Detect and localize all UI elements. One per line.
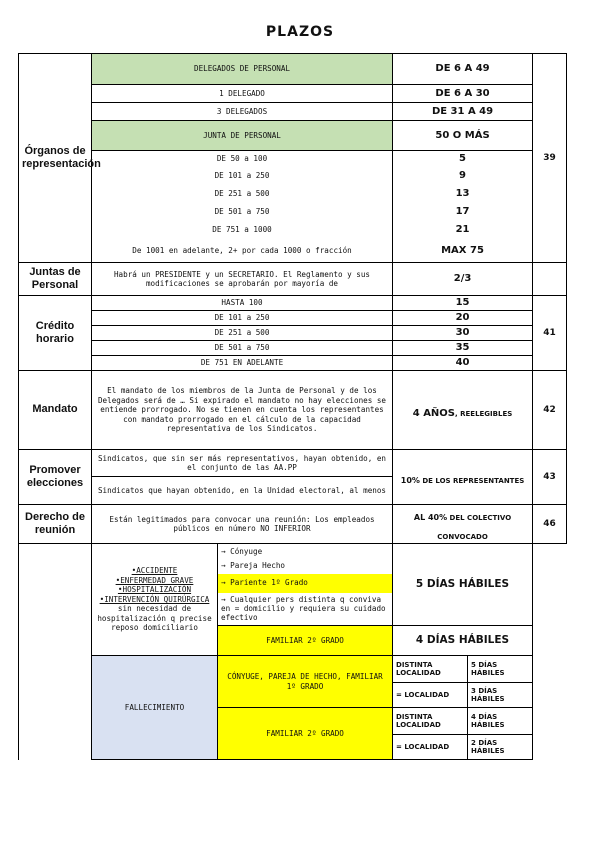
derecho-header: Derecho de reunión <box>19 505 92 544</box>
table-row <box>19 341 567 356</box>
organos-label-3: JUNTA DE PERSONAL <box>92 121 393 151</box>
promover-text-2: Sindicatos que hayan obtenido, en la Unidad electoral, al menos <box>92 477 393 505</box>
falle2-distinta: DISTINTA LOCALIDAD <box>393 708 468 735</box>
table-row <box>19 54 567 85</box>
derecho-value-main: AL 40% <box>413 513 448 522</box>
organos-value-3: 50 O MÁS <box>393 121 533 151</box>
cause-note: sin necesidad de hospitalización q precise reposo domiciliario <box>97 604 212 633</box>
falle1-label: CÓNYUGE, PAREJA DE HECHO, FAMILIAR 1º GRADO <box>218 656 393 708</box>
mandato-value-sub: , REELEGIBLES <box>455 409 513 418</box>
falle2-igual: = LOCALIDAD <box>393 735 468 760</box>
juntas-article <box>533 263 567 296</box>
table-row <box>19 450 567 477</box>
mandato-value <box>393 371 533 450</box>
credito-label-1: DE 101 a 250 <box>92 311 393 326</box>
credito-value-3: 35 <box>393 341 533 356</box>
plazos-table <box>18 53 567 760</box>
table-row <box>19 311 567 326</box>
organos-value-0: DE 6 A 49 <box>393 54 533 85</box>
table-row <box>19 656 567 683</box>
credito-value-2: 30 <box>393 326 533 341</box>
derecho-value <box>393 505 533 544</box>
derecho-value-sub: DEL COLECTIVO CONVOCADO <box>437 514 512 541</box>
organos-label-0: DELEGADOS DE PERSONAL <box>92 54 393 85</box>
organos-value-5: 9 <box>393 167 533 185</box>
organos-label-5: DE 101 a 250 <box>92 167 393 185</box>
organos-label-9: De 1001 en adelante, 2+ por cada 1000 o fracción <box>92 239 393 263</box>
table-row <box>19 85 567 103</box>
permisos-article-blank <box>533 544 567 760</box>
credito-label-4: DE 751 EN ADELANTE <box>92 356 393 371</box>
cause-accidente: •ACCIDENTE <box>131 566 178 576</box>
cause-intervencion-label: •INTERVENCIÓN QUIRÚRGICA <box>99 594 210 604</box>
table-row <box>19 263 567 296</box>
familiar-2-label: FAMILIAR 2º GRADO <box>218 626 393 656</box>
derecho-article: 46 <box>533 505 567 544</box>
organos-value-2: DE 31 A 49 <box>393 103 533 121</box>
falle2-igual-days: 2 DÍAS HÁBILES <box>468 735 533 760</box>
table-row <box>19 185 567 203</box>
mandato-header: Mandato <box>19 371 92 450</box>
table-row <box>19 221 567 239</box>
organos-value-1: DE 6 A 30 <box>393 85 533 103</box>
table-row <box>19 356 567 371</box>
permisos-blank <box>19 544 92 760</box>
organos-article: 39 <box>533 54 567 263</box>
promover-header: Promover elecciones <box>19 450 92 505</box>
table-row <box>19 371 567 450</box>
table-row <box>19 103 567 121</box>
rel-pariente: → Pariente 1º Grado <box>218 574 393 593</box>
juntas-header: Juntas de Personal <box>19 263 92 296</box>
falle1-igual: = LOCALIDAD <box>393 683 468 708</box>
table-row <box>19 544 567 559</box>
credito-label-3: DE 501 a 750 <box>92 341 393 356</box>
falle2-label: FAMILIAR 2º GRADO <box>218 708 393 760</box>
falle1-distinta-days: 5 DÍAS HÁBILES <box>468 656 533 683</box>
table-row <box>19 296 567 311</box>
mandato-value-main: 4 AÑOS <box>412 407 456 419</box>
organos-label-4: DE 50 a 100 <box>92 151 393 167</box>
falle1-distinta: DISTINTA LOCALIDAD <box>393 656 468 683</box>
promover-value <box>393 450 533 505</box>
organos-value-6: 13 <box>393 185 533 203</box>
page-title: PLAZOS <box>265 24 335 40</box>
organos-header: Órganos de representación <box>19 54 92 263</box>
juntas-text: Habrá un PRESIDENTE y un SECRETARIO. El Reglamento y sus modificaciones se aprobarán por mayoría de <box>92 263 393 296</box>
organos-value-4: 5 <box>393 151 533 167</box>
permisos-causes <box>92 544 218 656</box>
organos-label-6: DE 251 a 500 <box>92 185 393 203</box>
mandato-article: 42 <box>533 371 567 450</box>
organos-label-7: DE 501 a 750 <box>92 203 393 221</box>
credito-label-2: DE 251 a 500 <box>92 326 393 341</box>
promover-value-main: 10% <box>400 475 420 485</box>
organos-value-8: 21 <box>393 221 533 239</box>
fallecimiento-label: FALLECIMIENTO <box>92 656 218 760</box>
table-row <box>19 326 567 341</box>
promover-text-1: Sindicatos, que sin ser más representativos, hayan obtenido, en el conjunto de las AA.PP <box>92 450 393 477</box>
credito-article: 41 <box>533 296 567 371</box>
cause-hospitalizacion: •HOSPITALIZACIÓN <box>117 585 192 595</box>
organos-label-2: 3 DELEGADOS <box>92 103 393 121</box>
table-row <box>19 203 567 221</box>
falle2-distinta-days: 4 DÍAS HÁBILES <box>468 708 533 735</box>
organos-value-7: 17 <box>393 203 533 221</box>
credito-value-4: 40 <box>393 356 533 371</box>
credito-value-1: 20 <box>393 311 533 326</box>
table-row <box>19 505 567 544</box>
days-1: 5 DÍAS HÁBILES <box>393 544 533 626</box>
organos-label-8: DE 751 a 1000 <box>92 221 393 239</box>
credito-label-0: HASTA 100 <box>92 296 393 311</box>
organos-label-1: 1 DELEGADO <box>92 85 393 103</box>
derecho-text: Están legitimados para convocar una reunión: Los empleados públicos en número NO INFERIOR <box>92 505 393 544</box>
table-row <box>19 121 567 151</box>
credito-value-0: 15 <box>393 296 533 311</box>
juntas-value: 2/3 <box>393 263 533 296</box>
falle1-igual-days: 3 DÍAS HÁBILES <box>468 683 533 708</box>
rel-conyuge: → Cónyuge <box>218 544 393 559</box>
mandato-text: El mandato de los miembros de la Junta de Personal y de los Delegados será de … Si expirado el mandato no hay elecciones se entiende prorrogado. No se tienen en cuenta los representantes con mandato prorrogado en el cálculo de la capacidad representativa de los Sindicatos. <box>92 371 393 450</box>
cause-enfermedad: •ENFERMEDAD GRAVE <box>115 575 194 585</box>
credito-header: Crédito horario <box>19 296 92 371</box>
promover-value-sub: DE LOS REPRESENTANTES <box>419 476 525 485</box>
cause-intervencion <box>95 595 214 633</box>
rel-pareja: → Pareja Hecho <box>218 559 393 574</box>
days-2: 4 DÍAS HÁBILES <box>393 626 533 656</box>
promover-article: 43 <box>533 450 567 505</box>
table-row <box>19 239 567 263</box>
rel-conviviente: → Cualquier pers distinta q conviva en = domicilio y requiera su cuidado efectivo <box>218 593 393 626</box>
organos-value-9: MAX 75 <box>393 239 533 263</box>
